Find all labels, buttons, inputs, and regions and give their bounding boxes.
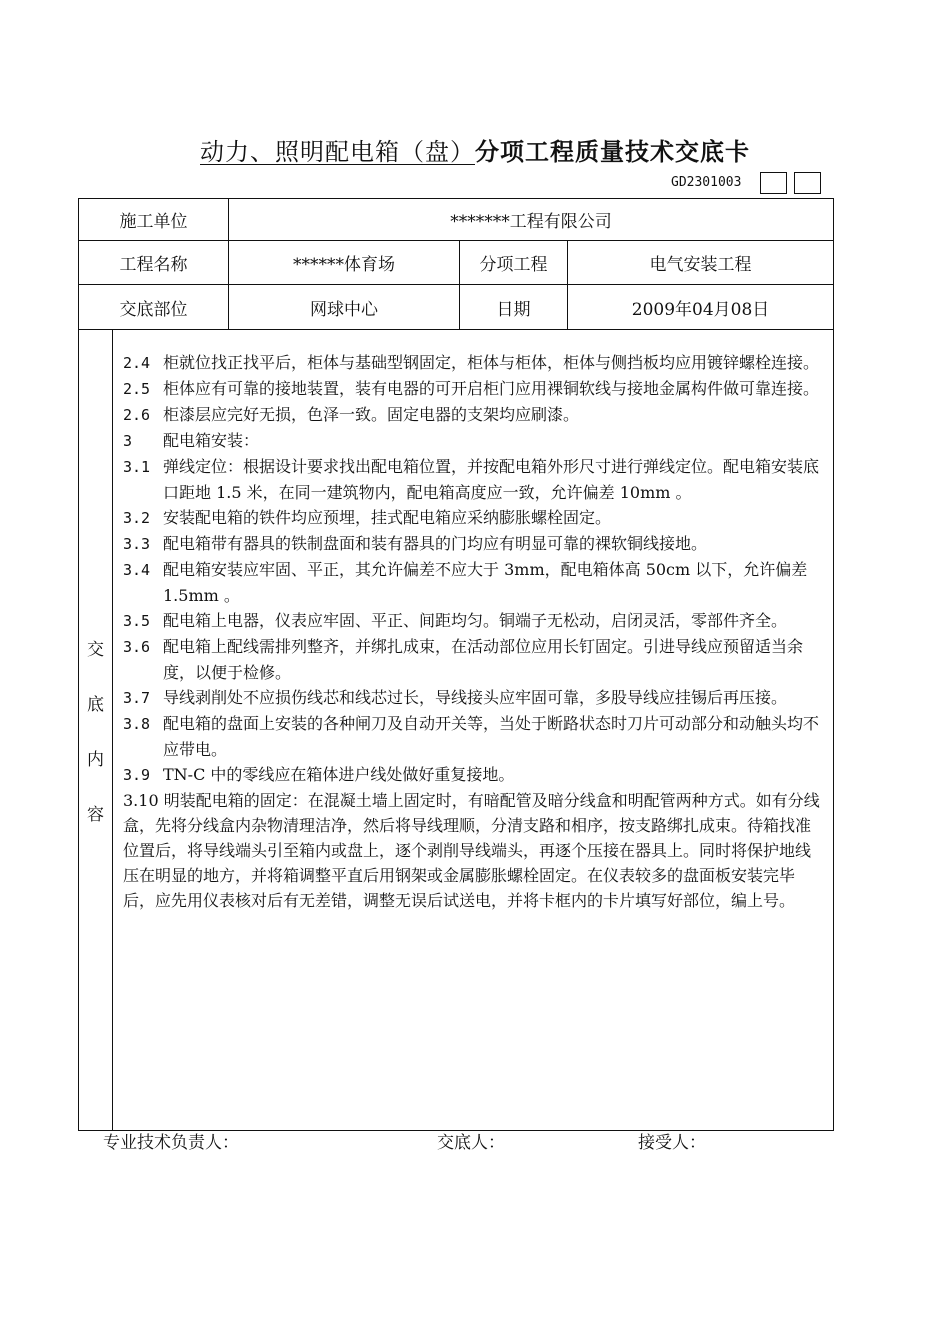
location-value: 网球中心 (229, 285, 460, 330)
code-checkbox-1 (760, 172, 787, 194)
content-item: 3.3 配电箱带有器具的铁制盘面和装有器具的门均应有明显可靠的裸软铜线接地。 (123, 534, 708, 553)
content-item: 3.6 配电箱上配线需排列整齐，并绑扎成束，在活动部位应用长钉固定。引进导线应预留适当余度，以便于检修。 (123, 637, 804, 682)
content-item: 3.2 安装配电箱的铁件均应预埋，挂式配电箱应采纳膨胀螺栓固定。 (123, 508, 612, 527)
content-final-paragraph: 3.10 明装配电箱的固定：在混凝土墙上固定时，有暗配管及暗分线盒和明配管两种方式。如有分线盒，先将分线盒内杂物清理洁净，然后将导线理顺，分清支路和相序，按支路绑扎成束。待箱找准位置后，将导线端头引至箱内或盘上，逐个剥削导线端头，再逐个压接在器具上。同时将保护地线压在明显的地方，并将箱调整平直后用钢架或金属膨胀螺栓固定。在仪表较多的盘面板安装完毕后，应先用仪表核对后有无差错，调整无误后试送电，并将卡框内的卡片填写好部位，编上号。 (123, 791, 820, 910)
content-item: 3.4 配电箱安装应牢固、平正，其允许偏差不应大于 3mm，配电箱体高 50cm 以下，允许偏差 1.5mm 。 (123, 560, 808, 605)
date-value: 2009年04月08日 (568, 285, 834, 330)
side-char: 内 (87, 750, 104, 770)
row-project-name (79, 241, 834, 285)
content-item: 2.5 柜体应有可靠的接地装置，装有电器的可开启柜门应用裸铜软线与接地金属构件做可靠连接。 (123, 379, 820, 398)
row-construction-unit (79, 199, 834, 241)
content-item: 3.9 TN-C 中的零线应在箱体进户线处做好重复接地。 (123, 765, 515, 784)
footer-tech-lead: 专业技术负责人： (103, 1133, 239, 1153)
footer-receiver: 接受人： (638, 1133, 706, 1153)
title-part-1: 动力、照明配电箱（盘） (200, 138, 475, 166)
document-title (0, 132, 950, 167)
content-item: 3.8 配电箱的盘面上安装的各种闸刀及自动开关等，当处于断路状态时刀片可动部分和动触头均不应带电。 (123, 714, 820, 759)
construction-unit-label: 施工单位 (79, 199, 229, 241)
row-location (79, 285, 834, 330)
disclosure-table (78, 198, 834, 1131)
code-checkbox-2 (794, 172, 821, 194)
side-char: 底 (87, 695, 104, 715)
content-item: 2.6 柜漆层应完好无损，色泽一致。固定电器的支架均应刷漆。 (123, 405, 580, 424)
sub-project-label: 分项工程 (460, 241, 568, 285)
title-part-2: 分项工程质量技术交底卡 (475, 137, 750, 166)
content-item: 3.1 弹线定位：根据设计要求找出配电箱位置，并按配电箱外形尺寸进行弹线定位。配电箱安装底口距地 1.5 米，在同一建筑物内，配电箱高度应一致，允许偏差 10mm 。 (123, 457, 820, 502)
document-code: GD2301003 (671, 175, 742, 190)
disclosure-content (113, 330, 834, 1131)
content-item: 3 配电箱安装： (123, 431, 260, 450)
content-item: 3.7 导线剥削处不应损伤线芯和线芯过长，导线接头应牢固可靠，多股导线应挂锡后再压接。 (123, 688, 788, 707)
project-name-label: 工程名称 (79, 241, 229, 285)
content-item: 2.4 柜就位找正找平后，柜体与基础型钢固定，柜体与柜体，柜体与侧挡板均应用镀锌螺栓连接。 (123, 353, 820, 372)
sub-project-value: 电气安装工程 (568, 241, 834, 285)
row-content (79, 330, 834, 1131)
side-char: 交 (87, 640, 104, 660)
date-label: 日期 (460, 285, 568, 330)
footer-discloser: 交底人： (437, 1133, 505, 1153)
location-label: 交底部位 (79, 285, 229, 330)
content-item: 3.5 配电箱上电器，仪表应牢固、平正、间距均匀。铜端子无松动，启闭灵活，零部件齐全。 (123, 611, 788, 630)
project-name-value: ******体育场 (229, 241, 460, 285)
construction-unit-value: *******工程有限公司 (229, 199, 834, 241)
side-char: 容 (87, 805, 104, 825)
content-side-label (79, 330, 113, 1131)
